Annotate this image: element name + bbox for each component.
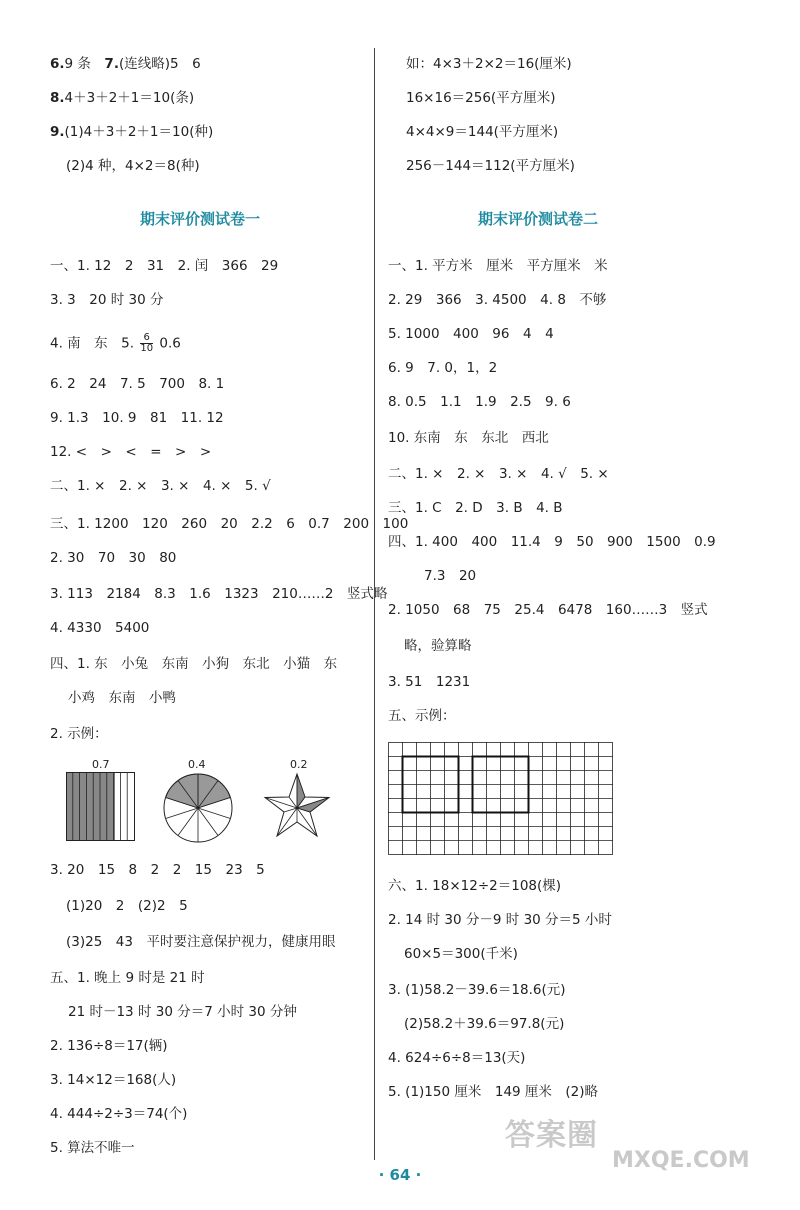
right-line: 3. (1)58.2－39.6＝18.6(元) xyxy=(388,982,566,998)
left-line: 小鸡 东南 小鸭 xyxy=(68,690,176,706)
right-line: (2)58.2＋39.6＝97.8(元) xyxy=(404,1016,565,1032)
right-top-line-3: 4×4×9＝144(平方厘米) xyxy=(406,124,559,140)
left-line: 3. 113 2184 8.3 1.6 1323 210……2 竖式略 xyxy=(50,586,388,602)
left-line: (1)20 2 (2)2 5 xyxy=(66,898,188,914)
right-line: 2. 1050 68 75 25.4 6478 160……3 竖式 xyxy=(388,602,708,618)
shaded-circle-figure xyxy=(162,772,234,844)
left-line: 4. 444÷2÷3＝74(个) xyxy=(50,1106,188,1122)
grid-figure xyxy=(388,742,614,856)
right-line: 五、示例： xyxy=(388,708,456,724)
left-line: 3. 3 20 时 30 分 xyxy=(50,292,164,308)
right-top-line-4: 256－144＝112(平方厘米) xyxy=(406,158,575,174)
watermark-url: MXQE.COM xyxy=(612,1148,750,1173)
left-section-title: 期末评价测试卷一 xyxy=(140,210,261,228)
shaded-star-figure xyxy=(258,770,336,844)
right-line: 5. 1000 400 96 4 4 xyxy=(388,326,554,342)
page-number: · 64 · xyxy=(378,1166,422,1184)
figure-label-circle: 0.4 xyxy=(188,758,206,771)
right-line: 二、1. × 2. × 3. × 4. √ 5. × xyxy=(388,466,609,482)
right-line: 2. 14 时 30 分－9 时 30 分＝5 小时 xyxy=(388,912,612,928)
left-line: 6. 2 24 7. 5 700 8. 1 xyxy=(50,376,225,392)
left-line: 3. 20 15 8 2 2 15 23 5 xyxy=(50,862,265,878)
right-section-title: 期末评价测试卷二 xyxy=(478,210,599,228)
right-line: 略，验算略 xyxy=(404,638,472,654)
right-top-line-2: 16×16＝256(平方厘米) xyxy=(406,90,556,106)
right-line: 4. 624÷6÷8＝13(天) xyxy=(388,1050,526,1066)
right-line: 三、1. C 2. D 3. B 4. B xyxy=(388,500,563,516)
right-line: 60×5＝300(千米) xyxy=(404,946,518,962)
right-line: 7.3 20 xyxy=(424,568,477,584)
left-line: 2. 30 70 30 80 xyxy=(50,550,177,566)
left-line-frac: 4. 南 东 5. $\frac{6}{10}$ 0.6 xyxy=(50,332,181,354)
fraction: $\frac{6}{10}$ xyxy=(140,332,154,354)
left-line: 一、1. 12 2 31 2. 闰 366 29 xyxy=(50,258,279,274)
left-line-6-7: 6.9 条 7.(连线略)5 6 xyxy=(50,56,201,72)
figure-label-star: 0.2 xyxy=(290,758,308,771)
left-line: 二、1. × 2. × 3. × 4. × 5. √ xyxy=(50,478,271,494)
left-line: 2. 示例： xyxy=(50,726,108,742)
left-line: 5. 算法不唯一 xyxy=(50,1140,135,1156)
right-line: 一、1. 平方米 厘米 平方厘米 米 xyxy=(388,258,608,274)
left-line: (3)25 43 平时要注意保护视力，健康用眼 xyxy=(66,934,336,950)
right-top-line-1: 如：4×3＋2×2＝16(厘米) xyxy=(406,56,572,72)
left-line: 四、1. 东 小兔 东南 小狗 东北 小猫 东 xyxy=(50,656,338,672)
left-line-9: 9.(1)4＋3＋2＋1＝10(种) xyxy=(50,124,214,140)
left-line: 4. 4330 5400 xyxy=(50,620,150,636)
column-divider xyxy=(374,48,375,1160)
right-line: 5. (1)150 厘米 149 厘米 (2)略 xyxy=(388,1084,599,1100)
right-line: 3. 51 1231 xyxy=(388,674,471,690)
watermark-logo: 答案圈 xyxy=(505,1118,598,1153)
left-line: 五、1. 晚上 9 时是 21 时 xyxy=(50,970,205,986)
left-line: 三、1. 1200 120 260 20 2.2 6 0.7 200 100 xyxy=(50,516,409,532)
left-line: 3. 14×12＝168(人) xyxy=(50,1072,177,1088)
left-line-8: 8.4＋3＋2＋1＝10(条) xyxy=(50,90,195,106)
right-line: 2. 29 366 3. 4500 4. 8 不够 xyxy=(388,292,607,308)
figure-label-bar: 0.7 xyxy=(92,758,110,771)
right-line: 六、1. 18×12÷2＝108(棵) xyxy=(388,878,562,894)
left-line: 9. 1.3 10. 9 81 11. 12 xyxy=(50,410,224,426)
right-line: 6. 9 7. 0，1，2 xyxy=(388,360,498,376)
right-line: 10. 东南 东 东北 西北 xyxy=(388,430,549,446)
left-line: 2. 136÷8＝17(辆) xyxy=(50,1038,168,1054)
right-line: 8. 0.5 1.1 1.9 2.5 9. 6 xyxy=(388,394,571,410)
left-line-9-2: (2)4 种，4×2＝8(种) xyxy=(66,158,200,174)
left-line: 21 时－13 时 30 分＝7 小时 30 分钟 xyxy=(68,1004,297,1020)
right-line: 四、1. 400 400 11.4 9 50 900 1500 0.9 xyxy=(388,534,716,550)
shaded-bar-figure xyxy=(66,772,136,842)
left-line: 12. < > < = > > xyxy=(50,444,212,460)
